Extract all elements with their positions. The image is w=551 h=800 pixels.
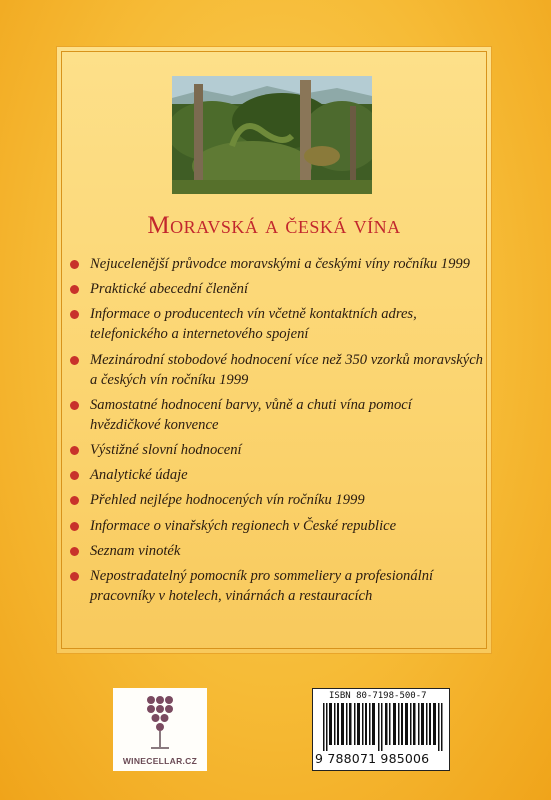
bullet-icon bbox=[70, 446, 79, 455]
barcode-digits: 9 788071 985006 bbox=[315, 751, 430, 766]
list-item: Seznam vinoték bbox=[70, 541, 485, 561]
bullet-icon bbox=[70, 471, 79, 480]
vineyard-photo bbox=[172, 76, 372, 194]
content-panel bbox=[56, 46, 492, 654]
feature-list bbox=[70, 254, 485, 611]
list-item: Nejucelenější průvodce moravskými a českými víny ročníku 1999 bbox=[70, 254, 485, 274]
bullet-icon bbox=[70, 310, 79, 319]
list-item: Analytické údaje bbox=[70, 465, 485, 485]
bullet-icon bbox=[70, 496, 79, 505]
isbn-barcode bbox=[312, 688, 450, 771]
list-item: Přehled nejlépe hodnocených vín ročníku 1999 bbox=[70, 490, 485, 510]
list-item: Praktické abecední členění bbox=[70, 279, 485, 299]
isbn-label: ISBN 80-7198-500-7 bbox=[329, 691, 427, 701]
list-item: Informace o vinařských regionech v České republice bbox=[70, 516, 485, 536]
logo-label: WINECELLAR.CZ bbox=[122, 756, 198, 766]
list-item: Samostatné hodnocení barvy, vůně a chuti vína pomocí hvězdičkové konvence bbox=[70, 395, 485, 435]
winecellar-logo bbox=[113, 688, 207, 771]
bullet-icon bbox=[70, 285, 79, 294]
bullet-icon bbox=[70, 547, 79, 556]
wine-glass-grapes-icon bbox=[113, 688, 207, 758]
bullet-icon bbox=[70, 401, 79, 410]
book-title: Moravská a česká vína bbox=[147, 212, 401, 239]
list-item: Informace o producentech vín včetně kontaktních adres, telefonického a internetového spojení bbox=[70, 304, 485, 344]
bullet-icon bbox=[70, 260, 79, 269]
barcode-icon bbox=[323, 703, 443, 751]
bullet-icon bbox=[70, 572, 79, 581]
list-item: Výstižné slovní hodnocení bbox=[70, 440, 485, 460]
list-item: Nepostradatelný pomocník pro sommeliery a profesionální pracovníky v hotelech, vinárnách a restauracích bbox=[70, 566, 485, 606]
list-item: Mezinárodní stobodové hodnocení více než 350 vzorků moravských a českých vín ročníku 1999 bbox=[70, 350, 485, 390]
bullet-icon bbox=[70, 522, 79, 531]
bullet-icon bbox=[70, 356, 79, 365]
